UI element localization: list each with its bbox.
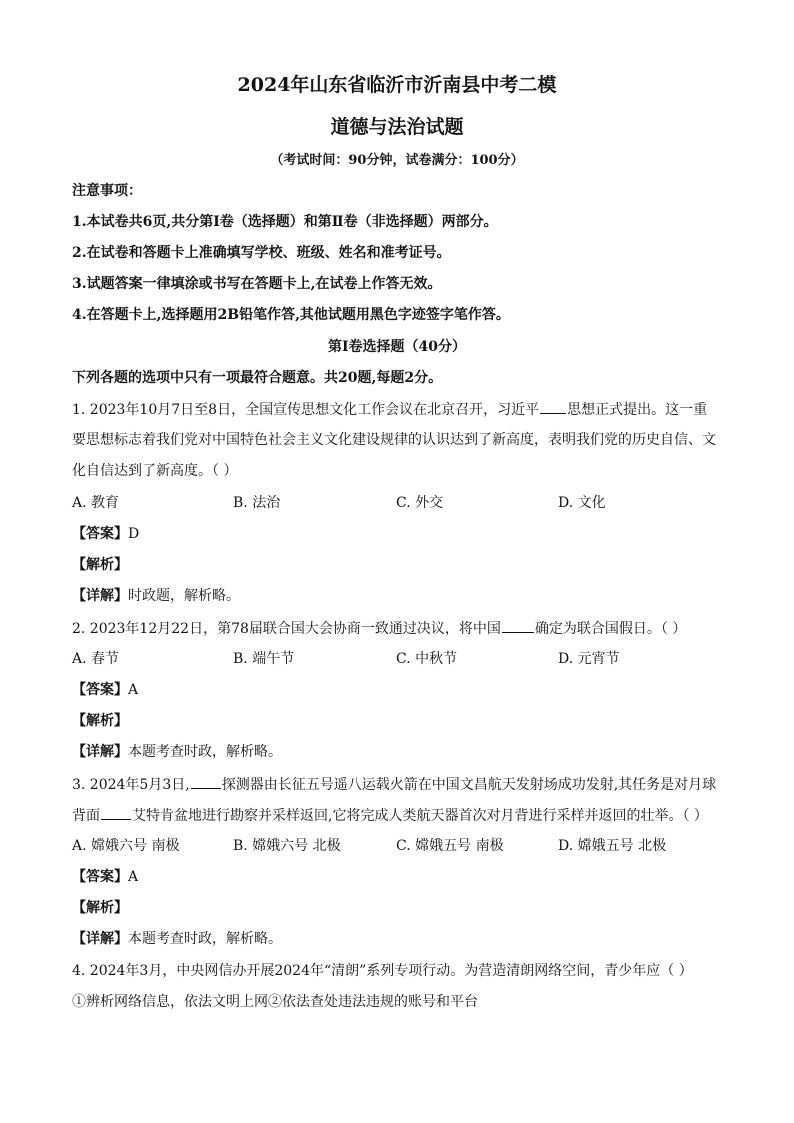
- note-item: 4.在答题卡上,选择题用2B铅笔作答,其他试题用黑色字迹签字笔作答。: [72, 307, 510, 323]
- question-3-line-2: [72, 805, 722, 826]
- detail-tag: 【详解】: [72, 588, 128, 604]
- question-1-answer: [72, 524, 722, 544]
- option-a: A. 教育: [72, 495, 120, 511]
- answer-blank: [540, 399, 566, 414]
- option-d: D. 嫦娥五号 北极: [558, 838, 667, 854]
- question-4-line-1: 4. 2024年3月，中央网信办开展2024年“清朗”系列专项行动。为营造清朗网络空间，青少年应（ ）: [72, 963, 693, 979]
- detail-text: 本题考查时政，解析略。: [128, 931, 282, 947]
- question-text: 2. 2023年12月22日，第78届联合国大会协商一致通过决议，将中国: [72, 621, 501, 637]
- exam-info: （考试时间：90分钟，试卷满分：100分）: [270, 153, 524, 168]
- detail-tag: 【详解】: [72, 931, 128, 947]
- question-3-detail: [72, 929, 722, 949]
- question-2-detail: [72, 742, 722, 762]
- question-text: 1. 2023年10月7日至8日，全国宣传思想文化工作会议在北京召开，习近平: [72, 402, 540, 418]
- question-2-line-1: [72, 618, 722, 639]
- question-3-line-1: [72, 774, 722, 795]
- option-d: D. 元宵节: [558, 651, 620, 667]
- option-b: B. 端午节: [233, 651, 295, 667]
- answer-tag: 【答案】: [72, 526, 128, 542]
- detail-text: 时政题，解析略。: [128, 588, 240, 604]
- detail-tag: 【详解】: [72, 744, 128, 760]
- answer-tag: 【答案】: [72, 869, 128, 885]
- subject-title: 道德与法治试题: [330, 116, 464, 138]
- option-b: B. 嫦娥六号 北极: [233, 838, 341, 854]
- option-c: C. 外交: [396, 495, 444, 511]
- question-2-answer: [72, 680, 722, 700]
- answer-blank: [101, 805, 131, 820]
- question-1-analysis: 【解析】: [72, 557, 128, 573]
- question-4-line-2: ①辨析网络信息，依法文明上网②依法查处违法违规的账号和平台: [72, 994, 478, 1010]
- answer-value: D: [128, 526, 140, 542]
- note-item: 2.在试卷和答题卡上准确填写学校、班级、姓名和准考证号。: [72, 245, 451, 261]
- notes-heading: 注意事项：: [72, 183, 142, 199]
- answer-blank: [502, 618, 534, 633]
- option-d: D. 文化: [558, 495, 606, 511]
- option-b: B. 法治: [233, 495, 281, 511]
- answer-blank: [191, 774, 221, 789]
- question-1-line-1: [72, 399, 722, 420]
- question-text: 艾特肯盆地进行勘察并采样返回,它将完成人类航天器首次对月背进行采样并返回的壮举。（ ）: [132, 808, 708, 824]
- detail-text: 本题考查时政，解析略。: [128, 744, 282, 760]
- option-a: A. 春节: [72, 651, 120, 667]
- question-3-answer: [72, 867, 722, 887]
- answer-value: A: [128, 869, 139, 885]
- question-text: 确定为联合国假日。（ ）: [534, 621, 687, 637]
- answer-tag: 【答案】: [72, 682, 128, 698]
- option-a: A. 嫦娥六号 南极: [72, 838, 180, 854]
- question-1-detail: [72, 586, 722, 606]
- question-text: 背面: [72, 808, 100, 824]
- question-1-line-3: 化自信达到了新高度。（ ）: [72, 463, 238, 479]
- section-title: 第Ⅰ卷选择题（40分）: [327, 339, 467, 355]
- question-text: 3. 2024年5月3日,: [72, 777, 190, 793]
- question-text: 思想正式提出。这一重: [567, 402, 708, 418]
- section-instruction: 下列各题的选项中只有一项最符合题意。共20题,每题2分。: [72, 370, 443, 386]
- answer-value: A: [128, 682, 139, 698]
- question-2-analysis: 【解析】: [72, 713, 128, 729]
- option-c: C. 嫦娥五号 南极: [396, 838, 504, 854]
- question-text: 探测器由长征五号遥八运载火箭在中国文昌航天发射场成功发射,其任务是对月球: [221, 777, 717, 793]
- note-item: 1.本试卷共6页,共分第Ⅰ卷（选择题）和第Ⅱ卷（非选择题）两部分。: [72, 214, 498, 230]
- option-c: C. 中秋节: [396, 651, 458, 667]
- question-3-analysis: 【解析】: [72, 900, 128, 916]
- exam-title: 2024年山东省临沂市沂南县中考二模: [237, 74, 557, 96]
- question-1-line-2: 要思想标志着我们党对中国特色社会主义文化建设规律的认识达到了新高度，表明我们党的历史自信、文: [72, 432, 716, 448]
- note-item: 3.试题答案一律填涂或书写在答题卡上,在试卷上作答无效。: [72, 276, 442, 292]
